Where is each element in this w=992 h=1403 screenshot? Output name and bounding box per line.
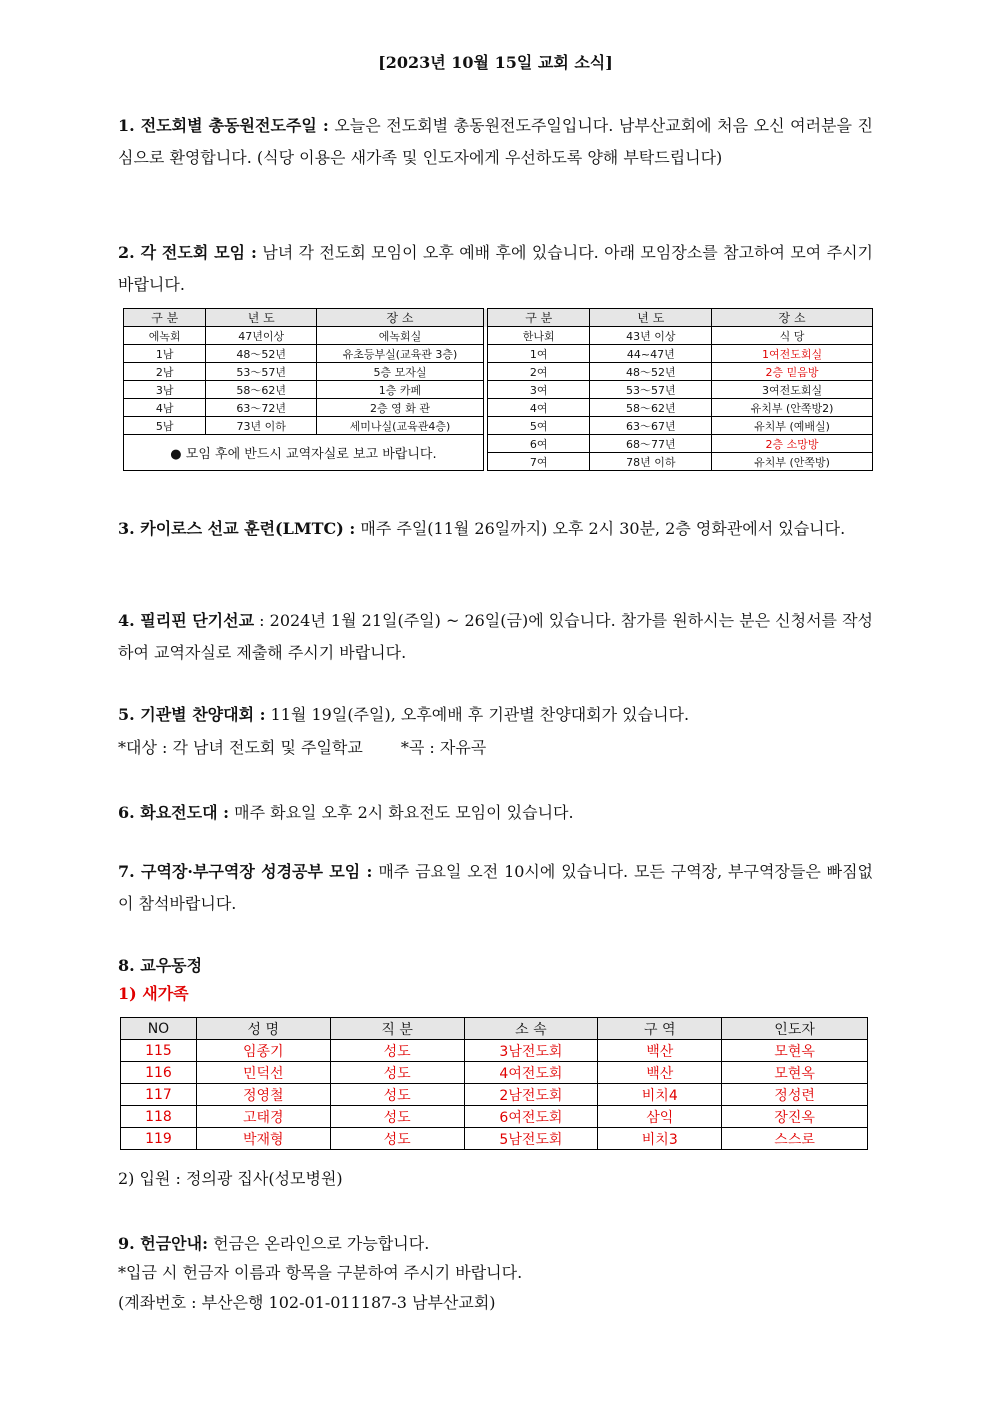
header-cell: 장 소 [317, 309, 484, 327]
section-4-heading: 4. 필리핀 단기선교 [118, 611, 255, 630]
table-cell: 1여 [487, 345, 590, 363]
table-cell: 119 [121, 1128, 197, 1150]
table-cell: 성도 [330, 1062, 464, 1084]
table-cell: 5층 모자실 [317, 363, 484, 381]
new-family-heading [118, 983, 873, 1005]
section-9 [118, 1233, 873, 1255]
section-5-details [118, 737, 873, 759]
table-cell: 식 당 [712, 327, 873, 345]
table-row [121, 1106, 868, 1128]
table-cell: 성도 [330, 1084, 464, 1106]
page-title: [2023년 10월 15일 교회 소식] [378, 53, 613, 72]
table-cell: 6여 [487, 435, 590, 453]
table-cell: 비치3 [598, 1128, 722, 1150]
table-cell: 68～77년 [590, 435, 712, 453]
section-1-body: 오늘은 전도회별 총동원전도주일입니다. 남부산교회에 처음 오신 여러분을 진심으로 환영합니다. (식당 이용은 새가족 및 인도자에게 우선하도록 양해 부탁드립니다) [118, 116, 873, 167]
section-5-heading: 5. 기관별 찬양대회 : [118, 705, 266, 724]
table-cell: 한나회 [487, 327, 590, 345]
header-cell: 구 역 [598, 1018, 722, 1040]
table-row [121, 1062, 868, 1084]
section-7-heading: 7. 구역장·부구역장 성경공부 모임 : [118, 862, 373, 881]
section-7 [118, 856, 873, 920]
header-cell: 인도자 [722, 1018, 868, 1040]
section-7-body: 매주 금요일 오전 10시에 있습니다. 모든 구역장, 부구역장들은 빠짐없이 참석바랍니다. [118, 862, 873, 913]
table-cell: 1층 카페 [317, 381, 484, 399]
section-2-heading: 2. 각 전도회 모임 : [118, 243, 257, 262]
table-cell: 백산 [598, 1040, 722, 1062]
table-cell: 116 [121, 1062, 197, 1084]
table-cell: 유치부 (예배실) [712, 417, 873, 435]
table-row [121, 1084, 868, 1106]
table-row [124, 381, 873, 399]
table-cell: 정영철 [196, 1084, 330, 1106]
table-cell: 115 [121, 1040, 197, 1062]
header-cell: 소 속 [464, 1018, 598, 1040]
table-cell: 4여전도회 [464, 1062, 598, 1084]
section-2 [118, 237, 873, 301]
section-5-song: *곡 : 자유곡 [400, 738, 487, 757]
account-number: (계좌번호 : 부산은행 102-01-011187-3 남부산교회) [118, 1293, 496, 1312]
section-3 [118, 513, 873, 545]
table-cell: 모현옥 [722, 1062, 868, 1084]
section-6-heading: 6. 화요전도대 : [118, 803, 230, 822]
table-row [124, 327, 873, 345]
table-cell: 성도 [330, 1040, 464, 1062]
header-cell: 직 분 [330, 1018, 464, 1040]
table-cell: 삼익 [598, 1106, 722, 1128]
table-cell: 53～57년 [206, 363, 317, 381]
section-9-heading: 9. 헌금안내: [118, 1234, 209, 1253]
table-cell-highlight: 1여전도회실 [712, 345, 873, 363]
table-cell: 2남 [124, 363, 206, 381]
table-cell: 7여 [487, 453, 590, 471]
table-cell: 5여 [487, 417, 590, 435]
table-row [124, 417, 873, 435]
section-3-heading: 3. 카이로스 선교 훈련(LMTC) : [118, 519, 356, 538]
header-cell: 년 도 [206, 309, 317, 327]
table-cell: 3여전도회실 [712, 381, 873, 399]
table-cell: 유치부 (안쪽방2) [712, 399, 873, 417]
table-cell: 6여전도회 [464, 1106, 598, 1128]
table-row [121, 1040, 868, 1062]
table-cell: 117 [121, 1084, 197, 1106]
hospitalization-note: 2) 입원 : 정의광 집사(성모병원) [118, 1169, 343, 1188]
section-6-body: 매주 화요일 오후 2시 화요전도 모임이 있습니다. [229, 803, 574, 822]
table-cell: 58～62년 [590, 399, 712, 417]
header-cell: 구 분 [487, 309, 590, 327]
table-cell: 4남 [124, 399, 206, 417]
new-family-table [120, 1017, 868, 1150]
table-cell: 3남전도회 [464, 1040, 598, 1062]
table-cell: 5남 [124, 417, 206, 435]
table-row [124, 363, 873, 381]
table-row [124, 399, 873, 417]
table-row [124, 435, 873, 453]
new-family-heading-text: 1) 새가족 [118, 984, 189, 1003]
table-cell: 5남전도회 [464, 1128, 598, 1150]
table-cell: 모현옥 [722, 1040, 868, 1062]
table-cell: 78년 이하 [590, 453, 712, 471]
header-cell: 장 소 [712, 309, 873, 327]
table-cell: 스스로 [722, 1128, 868, 1150]
section-1 [118, 110, 873, 174]
table-cell: 3여 [487, 381, 590, 399]
table-cell: 박재형 [196, 1128, 330, 1150]
section-4-body: : 2024년 1월 21일(주일) ~ 26일(금)에 있습니다. 참가를 원하시는 분은 신청서를 작성하여 교역자실로 제출해 주시기 바랍니다. [118, 611, 873, 662]
table-cell: 2남전도회 [464, 1084, 598, 1106]
table-row [124, 345, 873, 363]
section-6 [118, 797, 873, 829]
table-cell-highlight: 2층 믿음방 [712, 363, 873, 381]
header-cell: 년 도 [590, 309, 712, 327]
table-cell: 48～52년 [590, 363, 712, 381]
table-cell: 민덕선 [196, 1062, 330, 1084]
table-header-row [121, 1018, 868, 1040]
table-cell: 47년이상 [206, 327, 317, 345]
table-cell: 유초등부실(교육관 3층) [317, 345, 484, 363]
table-row [121, 1128, 868, 1150]
table-cell: 44~47년 [590, 345, 712, 363]
table-cell: 2여 [487, 363, 590, 381]
section-8-heading-text: 8. 교우동정 [118, 956, 203, 975]
table-cell: 성도 [330, 1106, 464, 1128]
section-8-heading [118, 955, 873, 977]
header-cell: 성 명 [196, 1018, 330, 1040]
section-5-target: *대상 : 각 남녀 전도회 및 주일학교 [118, 738, 363, 757]
table-cell: 에녹회 [124, 327, 206, 345]
section-9-instruction: *입금 시 헌금자 이름과 항목을 구분하여 주시기 바랍니다. [118, 1263, 523, 1282]
table-cell: 1남 [124, 345, 206, 363]
table-cell: 118 [121, 1106, 197, 1128]
section-4 [118, 605, 873, 669]
table-cell: 63～72년 [206, 399, 317, 417]
table-cell: 장진옥 [722, 1106, 868, 1128]
table-cell: 48～52년 [206, 345, 317, 363]
table-cell: 43년 이상 [590, 327, 712, 345]
table-cell: 63～67년 [590, 417, 712, 435]
section-9-body: 헌금은 온라인으로 가능합니다. [208, 1234, 430, 1253]
table-cell: 비치4 [598, 1084, 722, 1106]
table-cell: 73년 이하 [206, 417, 317, 435]
section-2-body: 남녀 각 전도회 모임이 오후 예배 후에 있습니다. 아래 모임장소를 참고하여 모여 주시기 바랍니다. [118, 243, 873, 294]
section-3-body: 매주 주일(11월 26일까지) 오후 2시 30분, 2층 영화관에서 있습니다. [355, 519, 846, 538]
table-cell: 53～57년 [590, 381, 712, 399]
table-cell: 58～62년 [206, 381, 317, 399]
table-header-row [124, 309, 873, 327]
group-meeting-table [123, 308, 873, 471]
meeting-note: ● 모임 후에 반드시 교역자실로 보고 바랍니다. [124, 435, 484, 471]
table-cell: 정성련 [722, 1084, 868, 1106]
table-cell: 2층 영 화 관 [317, 399, 484, 417]
header-cell: 구 분 [124, 309, 206, 327]
table-cell: 에녹회실 [317, 327, 484, 345]
table-cell: 세미나실(교육관4층) [317, 417, 484, 435]
section-5-body: 11월 19일(주일), 오후예배 후 기관별 찬양대회가 있습니다. [265, 705, 690, 724]
header-cell: NO [121, 1018, 197, 1040]
section-5 [118, 699, 873, 731]
table-cell: 유치부 (안쪽방) [712, 453, 873, 471]
table-cell: 3남 [124, 381, 206, 399]
table-cell: 백산 [598, 1062, 722, 1084]
section-1-heading: 1. 전도회별 총동원전도주일 : [118, 116, 329, 135]
table-cell: 성도 [330, 1128, 464, 1150]
table-cell: 4여 [487, 399, 590, 417]
table-cell: 고태경 [196, 1106, 330, 1128]
table-cell: 임종기 [196, 1040, 330, 1062]
table-cell-highlight: 2층 소망방 [712, 435, 873, 453]
